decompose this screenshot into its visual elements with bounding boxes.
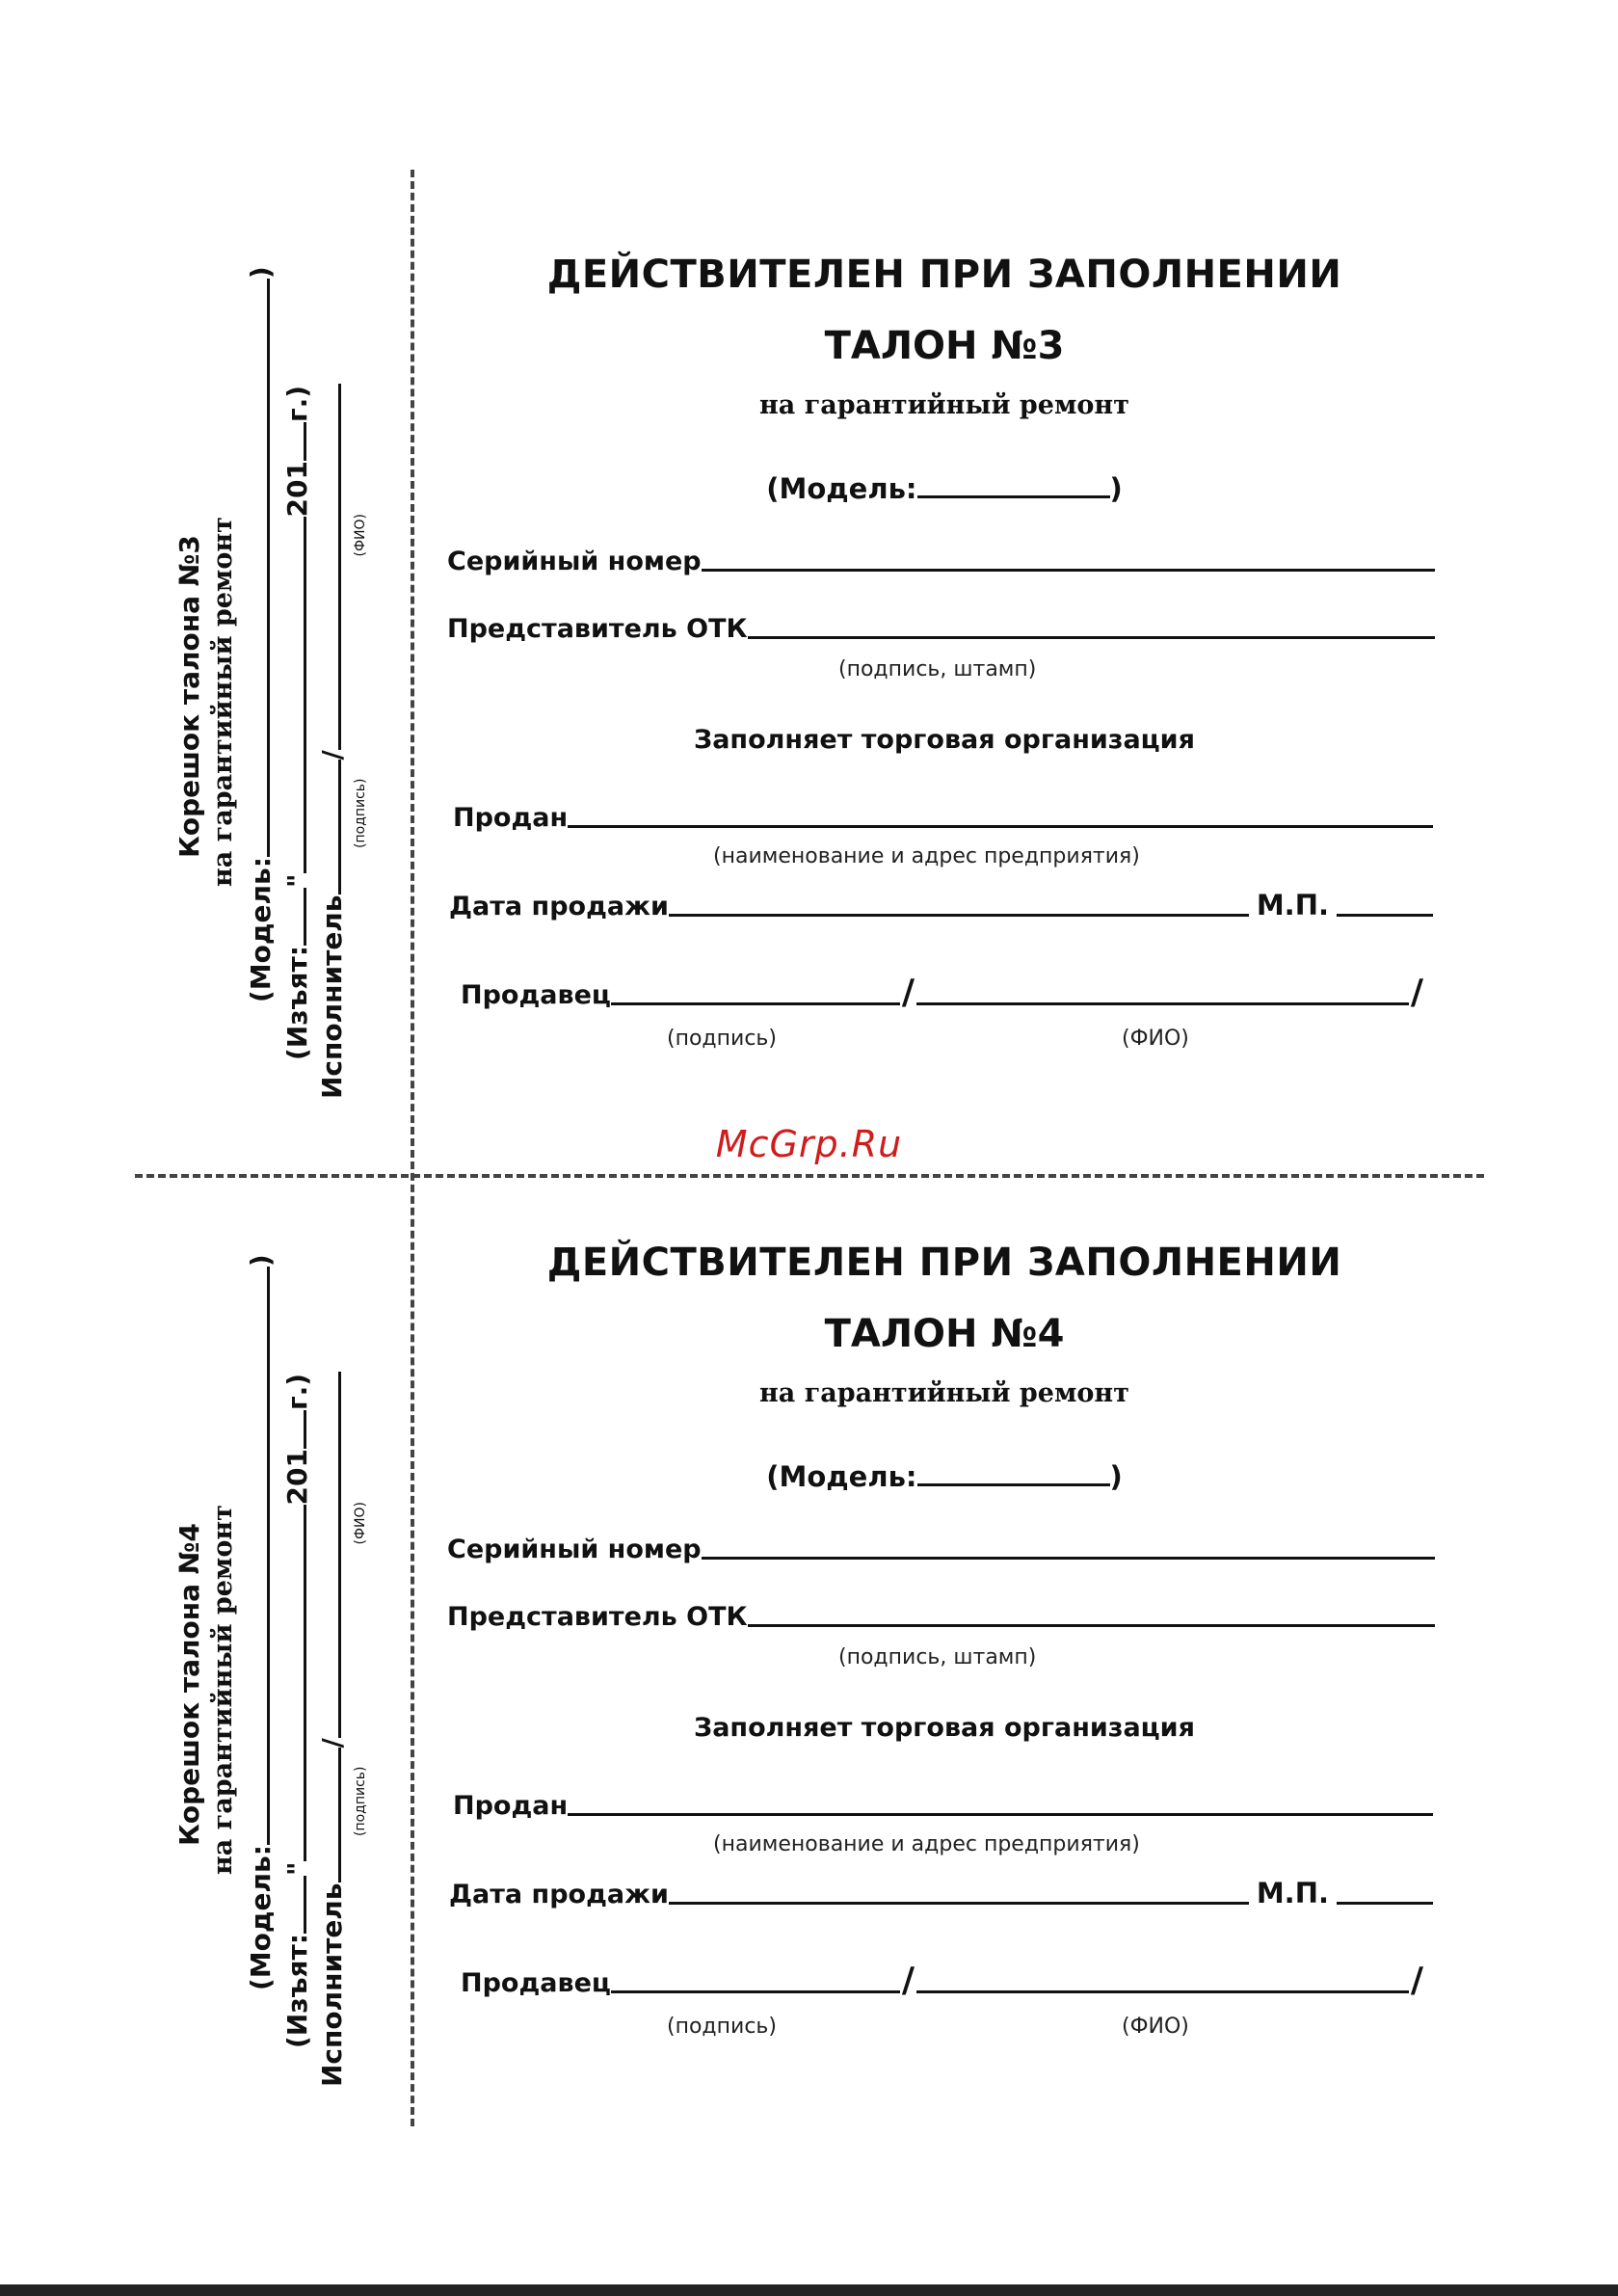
- date-row: [449, 1875, 1433, 1909]
- seller-row: [461, 1963, 1425, 1998]
- stub-year: 201: [281, 461, 313, 518]
- stub-fio-hint: (ФИО): [353, 514, 368, 557]
- model-label: (Модель:: [766, 472, 917, 505]
- seller-slash-end: /: [1410, 973, 1423, 1012]
- stub-hints: [353, 514, 368, 848]
- model-field[interactable]: [917, 1460, 1110, 1486]
- stub-model-row: [245, 266, 277, 1002]
- talon-number: ТАЛОН №4: [824, 1312, 1065, 1356]
- repair-subtitle: на гарантийный ремонт: [759, 390, 1129, 420]
- sold-label: Продан: [453, 1791, 569, 1821]
- stub-month-field[interactable]: [284, 517, 306, 873]
- stub-day-field[interactable]: [284, 1876, 306, 1934]
- otk-hint: (подпись, штамп): [838, 1645, 1037, 1669]
- stub-sig-hint: (подпись): [353, 778, 368, 848]
- stub-model-paren: ): [245, 266, 277, 280]
- stub-model-field[interactable]: [248, 279, 270, 857]
- stub-executor-row: [316, 1372, 348, 2087]
- seller-slash: /: [901, 973, 915, 1012]
- watermark: McGrp.Ru: [715, 1123, 903, 1165]
- seller-sig-hint: (подпись): [667, 2015, 777, 2039]
- stub-sig-hint: (подпись): [353, 1766, 368, 1836]
- stub-year-suffix: г.): [281, 385, 313, 422]
- date-field[interactable]: [669, 1875, 1249, 1905]
- valid-heading: ДЕЙСТВИТЕЛЕН ПРИ ЗАПОЛНЕНИИ: [546, 1241, 1342, 1285]
- stub-model-field[interactable]: [248, 1267, 270, 1845]
- seller-fio-field[interactable]: [916, 975, 1409, 1005]
- model-close: ): [1109, 472, 1123, 505]
- serial-field[interactable]: [702, 1530, 1435, 1560]
- stub-month-field[interactable]: [284, 1505, 306, 1861]
- model-row: [405, 1460, 1484, 1493]
- seller-fio-field[interactable]: [916, 1963, 1409, 1993]
- seller-fio-hint: (ФИО): [1122, 2015, 1189, 2039]
- seller-label: Продавец: [461, 1968, 611, 1998]
- trade-heading: Заполняет торговая организация: [694, 1713, 1195, 1743]
- stub-hints: [353, 1502, 368, 1836]
- seller-slash: /: [901, 1961, 915, 2000]
- stub-executor-label: Исполнитель: [316, 1882, 348, 2087]
- otk-field[interactable]: [748, 609, 1435, 639]
- stub-taken-row: [281, 386, 313, 1060]
- stub-quote: ": [281, 873, 313, 889]
- stub-slash: /: [316, 1738, 348, 1749]
- model-label: (Модель:: [766, 1460, 917, 1493]
- model-close: ): [1109, 1460, 1123, 1493]
- stub-3: [164, 193, 395, 1157]
- seller-sig-field[interactable]: [611, 975, 900, 1005]
- stub-quote: ": [281, 1861, 313, 1877]
- stamp-field[interactable]: [1337, 887, 1433, 917]
- seller-sig-hint: (подпись): [667, 1027, 777, 1051]
- stub-sig-field[interactable]: [319, 760, 341, 894]
- stub-fio-hint: (ФИО): [353, 1502, 368, 1545]
- stub-slash: /: [316, 750, 348, 761]
- horizontal-cut-line: [135, 1174, 1484, 1178]
- stub-year-field[interactable]: [284, 422, 306, 461]
- stub-4: [164, 1181, 395, 2145]
- stamp-label: М.П.: [1256, 889, 1329, 921]
- sold-row: [453, 1786, 1433, 1821]
- valid-heading: ДЕЙСТВИТЕЛЕН ПРИ ЗАПОЛНЕНИИ: [546, 253, 1342, 297]
- otk-field[interactable]: [748, 1597, 1435, 1627]
- talon-4: [0, 1181, 1618, 2145]
- stub-subtitle: на гарантийный ремонт: [208, 517, 238, 887]
- stub-taken-row: [281, 1374, 313, 2048]
- stub-day-field[interactable]: [284, 888, 306, 946]
- serial-field[interactable]: [702, 542, 1435, 572]
- date-row: [449, 887, 1433, 921]
- trade-heading: Заполняет торговая организация: [694, 725, 1195, 755]
- stamp-field[interactable]: [1337, 1875, 1433, 1905]
- sold-field[interactable]: [568, 1786, 1433, 1816]
- date-label: Дата продажи: [449, 1880, 669, 1909]
- sold-hint: (наименование и адрес предприятия): [713, 1832, 1140, 1856]
- stub-model-label: (Модель:: [245, 857, 277, 1002]
- talon-number: ТАЛОН №3: [824, 324, 1065, 368]
- stub-model-label: (Модель:: [245, 1845, 277, 1990]
- seller-row: [461, 975, 1425, 1010]
- stub-year-field[interactable]: [284, 1410, 306, 1449]
- stub-title: Корешок талона №3: [173, 535, 205, 858]
- stub-taken-label: (Изъят:: [281, 1934, 313, 2048]
- serial-row: [447, 542, 1435, 576]
- sold-row: [453, 798, 1433, 833]
- stub-executor-row: [316, 384, 348, 1099]
- stub-taken-label: (Изъят:: [281, 946, 313, 1060]
- serial-row: [447, 1530, 1435, 1564]
- date-field[interactable]: [669, 887, 1249, 917]
- seller-fio-hint: (ФИО): [1122, 1027, 1189, 1051]
- stamp-label: М.П.: [1256, 1877, 1329, 1909]
- stub-fio-field[interactable]: [319, 1372, 341, 1738]
- stub-year: 201: [281, 1449, 313, 1506]
- seller-slash-end: /: [1410, 1961, 1423, 2000]
- bottom-border: [0, 2284, 1618, 2296]
- model-row: [405, 472, 1484, 505]
- sold-field[interactable]: [568, 798, 1433, 828]
- stub-model-paren: ): [245, 1254, 277, 1268]
- stub-sig-field[interactable]: [319, 1748, 341, 1882]
- otk-label: Представитель ОТК: [447, 614, 748, 644]
- seller-label: Продавец: [461, 980, 611, 1010]
- stub-executor-label: Исполнитель: [316, 894, 348, 1099]
- stub-model-row: [245, 1254, 277, 1990]
- sold-hint: (наименование и адрес предприятия): [713, 844, 1140, 868]
- date-label: Дата продажи: [449, 892, 669, 921]
- otk-row: [447, 609, 1435, 644]
- stub-fio-field[interactable]: [319, 384, 341, 750]
- model-field[interactable]: [917, 472, 1110, 498]
- serial-label: Серийный номер: [447, 547, 702, 576]
- stub-subtitle: на гарантийный ремонт: [208, 1505, 238, 1875]
- serial-label: Серийный номер: [447, 1535, 702, 1564]
- otk-hint: (подпись, штамп): [838, 657, 1037, 681]
- otk-row: [447, 1597, 1435, 1632]
- repair-subtitle: на гарантийный ремонт: [759, 1378, 1129, 1408]
- talon-3: [0, 193, 1618, 1157]
- sold-label: Продан: [453, 803, 569, 833]
- otk-label: Представитель ОТК: [447, 1602, 748, 1632]
- seller-sig-field[interactable]: [611, 1963, 900, 1993]
- stub-title: Корешок талона №4: [173, 1523, 205, 1846]
- stub-year-suffix: г.): [281, 1373, 313, 1410]
